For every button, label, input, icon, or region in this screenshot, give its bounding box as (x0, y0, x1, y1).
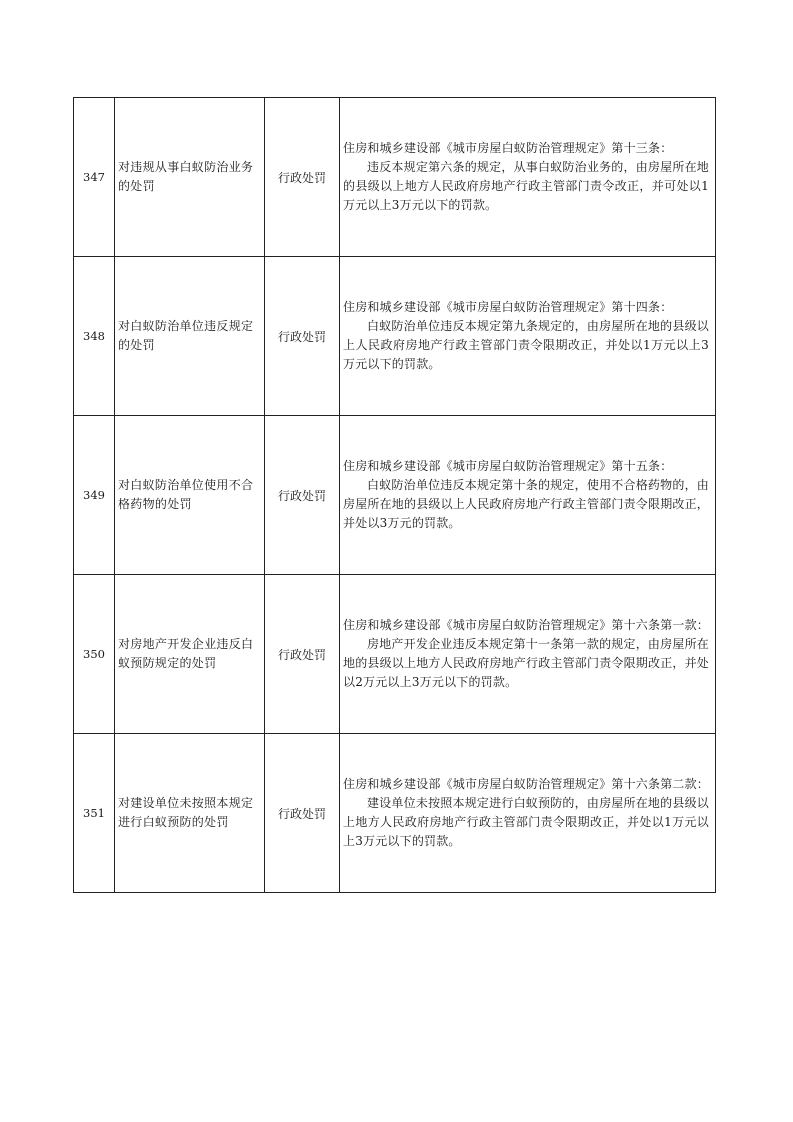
legal-basis-text: 房地产开发企业违反本规定第十一条第一款的规定，由房屋所在地的县级以上地方人民政府房地产行政主管部门责令限期改正，并处以2万元以上3万元以下的罚款。 (343, 637, 710, 689)
legal-basis (340, 734, 716, 893)
legal-basis-heading: 住房和城乡建设部《城市房屋白蚁防治管理规定》第十六条第一款： (343, 618, 710, 632)
table-row (74, 575, 716, 734)
penalty-type: 行政处罚 (265, 416, 340, 575)
legal-basis-heading: 住房和城乡建设部《城市房屋白蚁防治管理规定》第十三条： (343, 141, 673, 155)
legal-basis-heading: 住房和城乡建设部《城市房屋白蚁防治管理规定》第十五条： (343, 459, 673, 473)
legal-basis-text: 违反本规定第六条的规定，从事白蚁防治业务的，由房屋所在地的县级以上地方人民政府房地产行政主管部门责令改正，并可处以1万元以上3万元以下的罚款。 (343, 160, 709, 212)
row-number: 351 (74, 734, 115, 893)
row-number: 348 (74, 257, 115, 416)
item-name: 对房地产开发企业违反白蚁预防规定的处罚 (115, 575, 265, 734)
legal-basis-text: 白蚁防治单位违反本规定第十条的规定，使用不合格药物的，由房屋所在地的县级以上人民政府房地产行政主管部门责令限期改正，并处以3万元的罚款。 (343, 478, 710, 530)
legal-basis (340, 257, 716, 416)
penalty-type: 行政处罚 (265, 257, 340, 416)
legal-basis (340, 575, 716, 734)
row-number: 347 (74, 98, 115, 257)
legal-basis-heading: 住房和城乡建设部《城市房屋白蚁防治管理规定》第十四条： (343, 300, 673, 314)
row-number: 349 (74, 416, 115, 575)
legal-basis (340, 416, 716, 575)
penalty-type: 行政处罚 (265, 734, 340, 893)
table-row (74, 257, 716, 416)
table-row (74, 416, 716, 575)
penalty-type: 行政处罚 (265, 98, 340, 257)
legal-basis (340, 98, 716, 257)
item-name: 对违规从事白蚁防治业务的处罚 (115, 98, 265, 257)
item-name: 对白蚁防治单位违反规定的处罚 (115, 257, 265, 416)
penalty-table (73, 97, 716, 893)
table-row (74, 98, 716, 257)
table-row (74, 734, 716, 893)
row-number: 350 (74, 575, 115, 734)
legal-basis-heading: 住房和城乡建设部《城市房屋白蚁防治管理规定》第十六条第二款： (343, 777, 710, 791)
item-name: 对白蚁防治单位使用不合格药物的处罚 (115, 416, 265, 575)
penalty-type: 行政处罚 (265, 575, 340, 734)
legal-basis-text: 白蚁防治单位违反本规定第九条规定的，由房屋所在地的县级以上人民政府房地产行政主管部门责令限期改正，并处以1万元以上3万元以下的罚款。 (343, 319, 709, 371)
legal-basis-text: 建设单位未按照本规定进行白蚁预防的，由房屋所在地的县级以上地方人民政府房地产行政主管部门责令限期改正，并处以1万元以上3万元以下的罚款。 (343, 796, 709, 848)
item-name: 对建设单位未按照本规定进行白蚁预防的处罚 (115, 734, 265, 893)
